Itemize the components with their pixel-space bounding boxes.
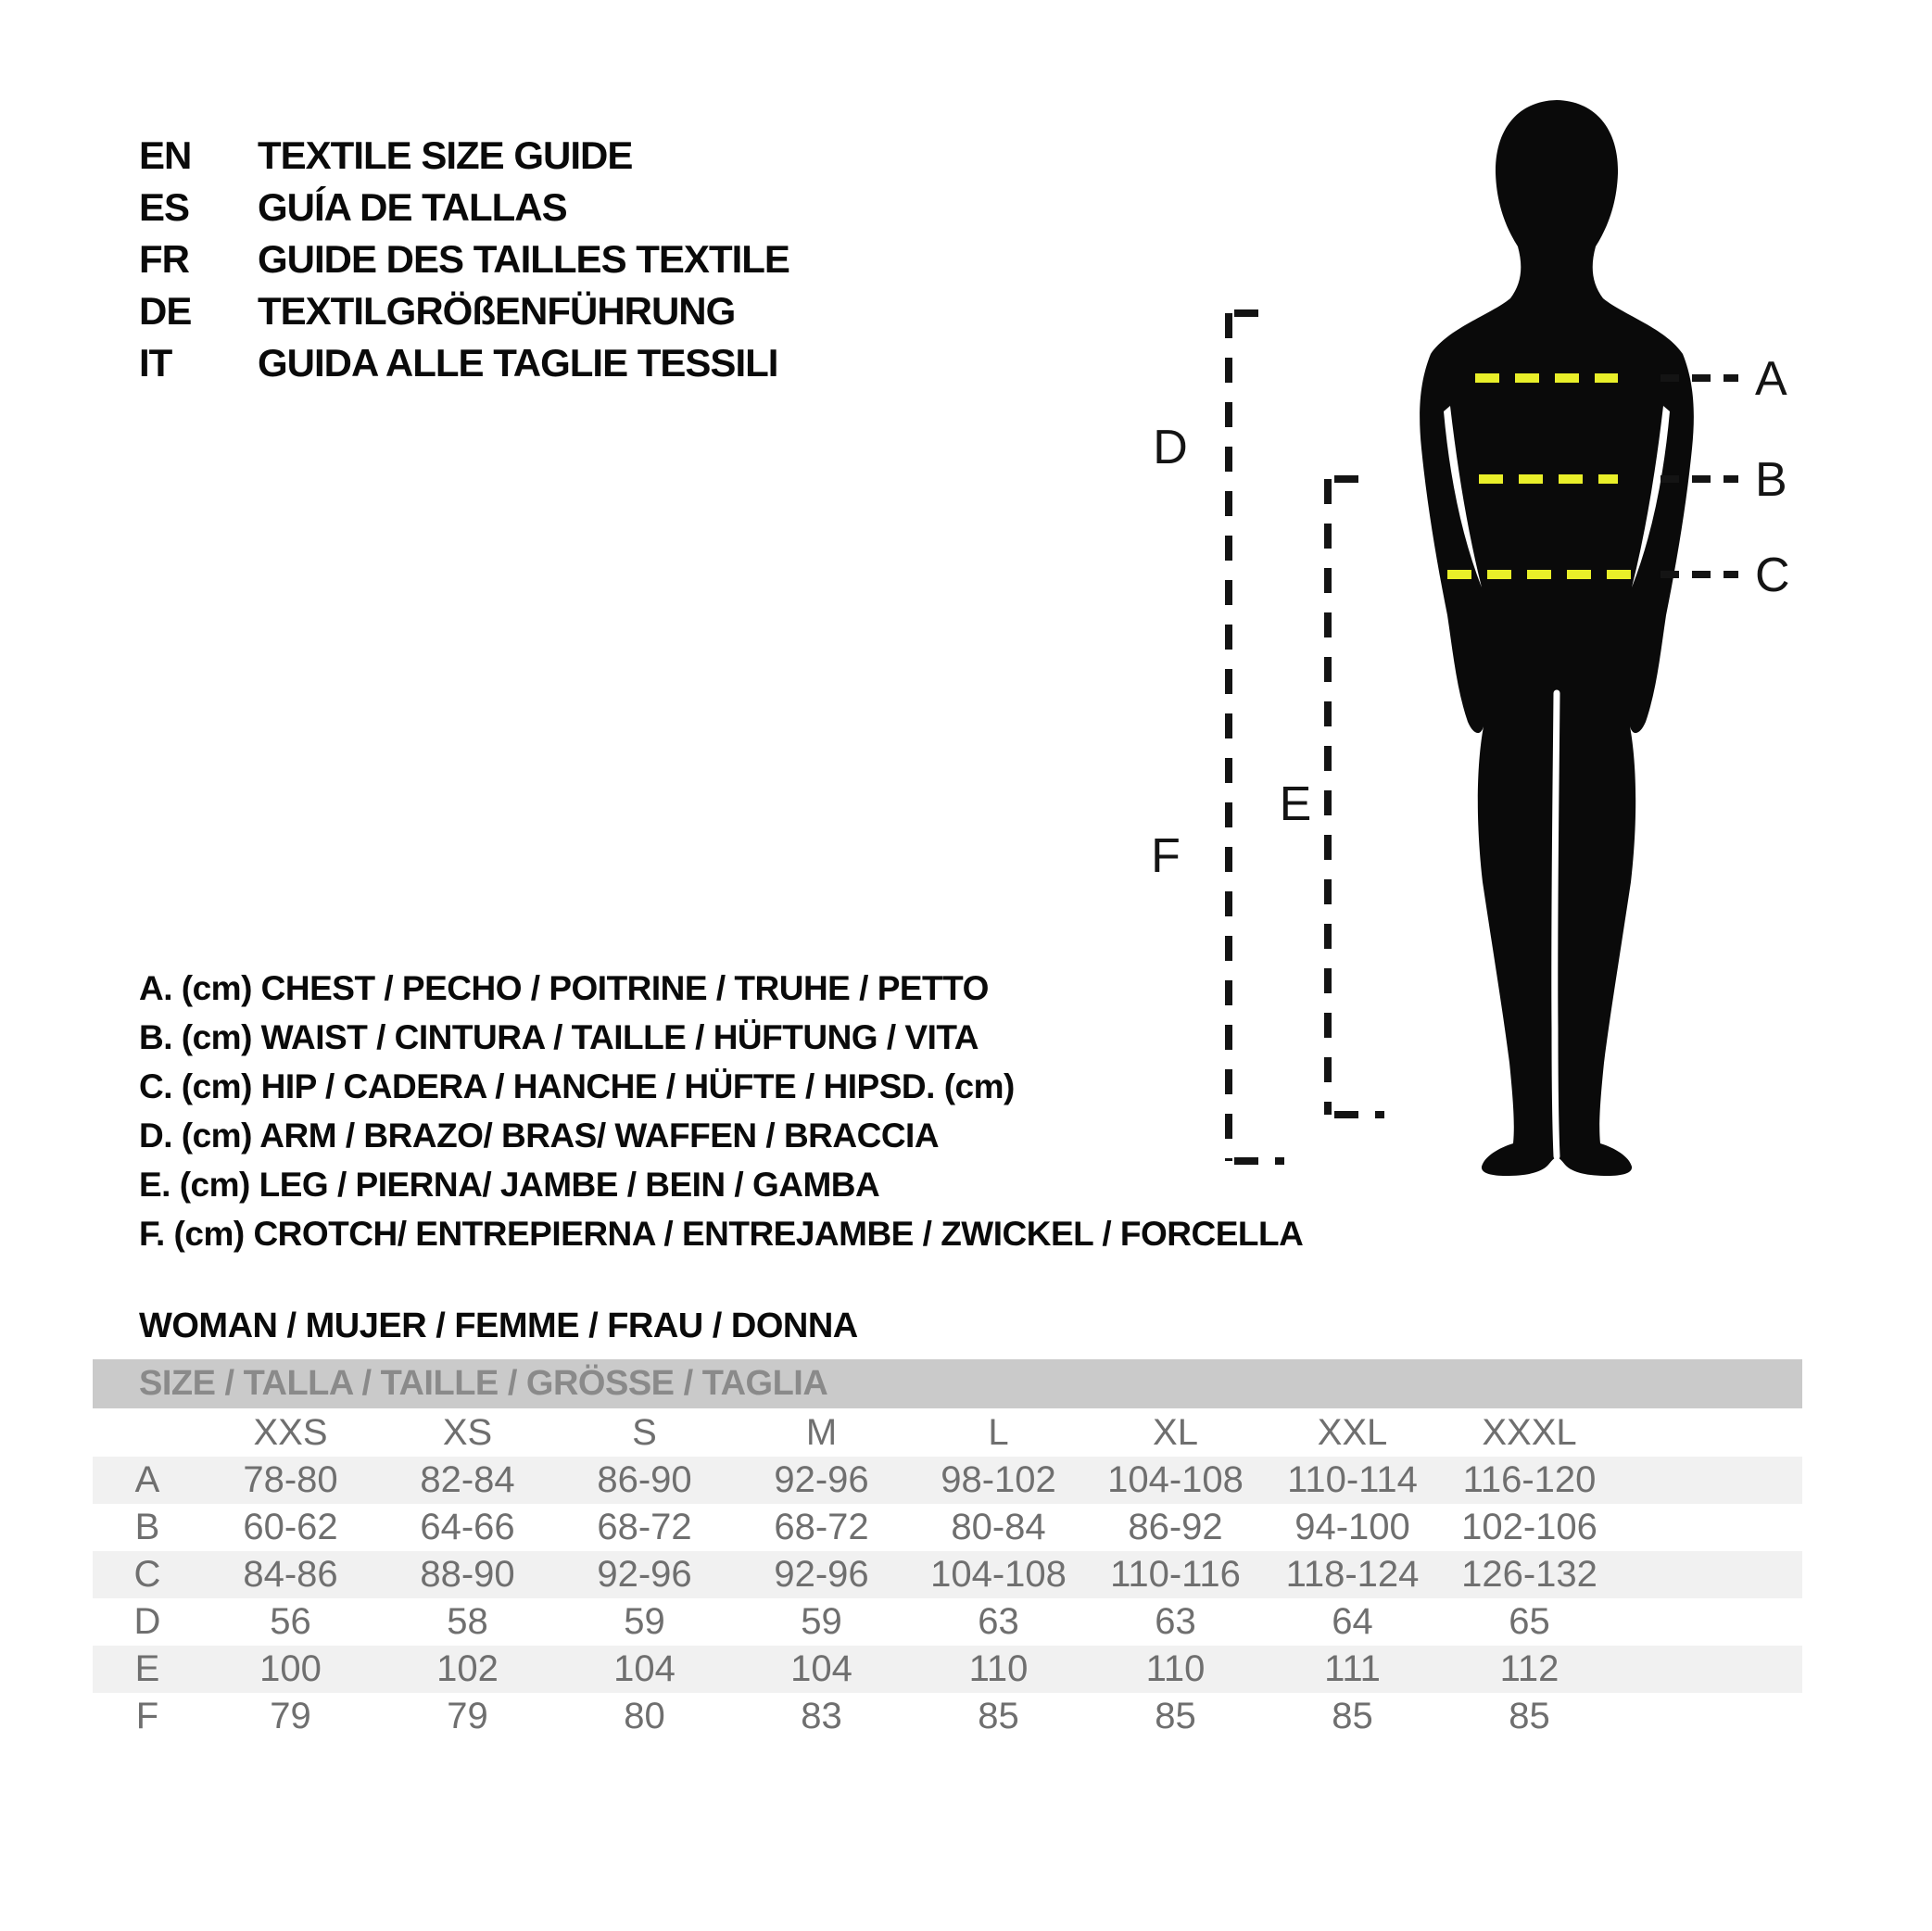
language-code-it: IT bbox=[139, 341, 172, 385]
language-code-fr: FR bbox=[139, 237, 189, 281]
cell: 111 bbox=[1264, 1646, 1441, 1693]
cell: 102 bbox=[379, 1646, 556, 1693]
legend-leg: E. (cm) LEG / PIERNA/ JAMBE / BEIN / GAMBA bbox=[139, 1165, 880, 1204]
table-row-chest-a bbox=[93, 1457, 1802, 1504]
language-code-en: EN bbox=[139, 133, 192, 177]
cell: 64-66 bbox=[379, 1504, 556, 1551]
cell: 86-90 bbox=[556, 1457, 733, 1504]
row-label: F bbox=[93, 1693, 202, 1740]
cell-filler bbox=[1618, 1457, 1802, 1504]
cell: 58 bbox=[379, 1598, 556, 1646]
cell: 56 bbox=[202, 1598, 379, 1646]
cell: 83 bbox=[733, 1693, 910, 1740]
cell: 65 bbox=[1441, 1598, 1618, 1646]
cell-filler bbox=[1618, 1693, 1802, 1740]
cell: 79 bbox=[202, 1693, 379, 1740]
cell: 102-106 bbox=[1441, 1504, 1618, 1551]
size-col-xxl: XXL bbox=[1264, 1408, 1441, 1457]
table-row-leg-e bbox=[93, 1646, 1802, 1693]
cell-filler bbox=[1618, 1646, 1802, 1693]
cell: 84-86 bbox=[202, 1551, 379, 1598]
row-label: D bbox=[93, 1598, 202, 1646]
legend-chest: A. (cm) CHEST / PECHO / POITRINE / TRUHE / PETTO bbox=[139, 968, 989, 1007]
cell: 126-132 bbox=[1441, 1551, 1618, 1598]
label-chest-a: A bbox=[1755, 352, 1787, 406]
label-leg-e: E bbox=[1279, 777, 1312, 831]
cell: 63 bbox=[1087, 1598, 1264, 1646]
cell: 104-108 bbox=[910, 1551, 1087, 1598]
cell: 78-80 bbox=[202, 1457, 379, 1504]
cell: 98-102 bbox=[910, 1457, 1087, 1504]
cell: 85 bbox=[1264, 1693, 1441, 1740]
cell: 104 bbox=[733, 1646, 910, 1693]
size-col-l: L bbox=[910, 1408, 1087, 1457]
cell: 104 bbox=[556, 1646, 733, 1693]
cell: 104-108 bbox=[1087, 1457, 1264, 1504]
size-col-m: M bbox=[733, 1408, 910, 1457]
language-row-de bbox=[139, 285, 789, 337]
cell: 59 bbox=[556, 1598, 733, 1646]
cell: 64 bbox=[1264, 1598, 1441, 1646]
row-label: A bbox=[93, 1457, 202, 1504]
cell-filler bbox=[1618, 1598, 1802, 1646]
cell: 110 bbox=[910, 1646, 1087, 1693]
cell: 82-84 bbox=[379, 1457, 556, 1504]
table-row-arm-d bbox=[93, 1598, 1802, 1646]
size-col-xxs: XXS bbox=[202, 1408, 379, 1457]
cell: 92-96 bbox=[733, 1457, 910, 1504]
cell: 118-124 bbox=[1264, 1551, 1441, 1598]
row-label: E bbox=[93, 1646, 202, 1693]
cell: 88-90 bbox=[379, 1551, 556, 1598]
label-hip-c: C bbox=[1755, 549, 1790, 602]
cell-filler bbox=[1618, 1551, 1802, 1598]
guide-title-fr: GUIDE DES TAILLES TEXTILE bbox=[258, 237, 789, 281]
label-arm-d: D bbox=[1153, 421, 1188, 474]
size-header-row bbox=[93, 1408, 1802, 1457]
guide-title-en: TEXTILE SIZE GUIDE bbox=[258, 133, 633, 177]
legend-hip: C. (cm) HIP / CADERA / HANCHE / HÜFTE / HIPSD. (cm) bbox=[139, 1066, 1015, 1105]
cell: 112 bbox=[1441, 1646, 1618, 1693]
size-header-spacer bbox=[93, 1408, 202, 1457]
row-label: B bbox=[93, 1504, 202, 1551]
size-table bbox=[93, 1359, 1802, 1740]
legend-crotch: F. (cm) CROTCH/ ENTREPIERNA / ENTREJAMBE / ZWICKEL / FORCELLA bbox=[139, 1214, 1304, 1253]
cell: 80-84 bbox=[910, 1504, 1087, 1551]
leg-gap bbox=[1555, 693, 1557, 1156]
measurement-legend bbox=[139, 964, 1303, 1258]
cell: 100 bbox=[202, 1646, 379, 1693]
table-row-waist-b bbox=[93, 1504, 1802, 1551]
cell: 86-92 bbox=[1087, 1504, 1264, 1551]
row-label: C bbox=[93, 1551, 202, 1598]
size-col-xxxl: XXXL bbox=[1441, 1408, 1618, 1457]
cell: 68-72 bbox=[556, 1504, 733, 1551]
size-table-grid bbox=[93, 1408, 1802, 1740]
cell: 85 bbox=[1441, 1693, 1618, 1740]
cell: 80 bbox=[556, 1693, 733, 1740]
language-code-es: ES bbox=[139, 185, 190, 229]
guide-title-es: GUÍA DE TALLAS bbox=[258, 185, 567, 229]
cell: 79 bbox=[379, 1693, 556, 1740]
label-crotch-f: F bbox=[1151, 829, 1181, 883]
group-heading-woman: WOMAN / MUJER / FEMME / FRAU / DONNA bbox=[139, 1306, 858, 1345]
size-col-xl: XL bbox=[1087, 1408, 1264, 1457]
language-row-it bbox=[139, 337, 789, 389]
cell: 110-116 bbox=[1087, 1551, 1264, 1598]
table-row-hip-c bbox=[93, 1551, 1802, 1598]
language-row-es bbox=[139, 182, 789, 233]
language-code-de: DE bbox=[139, 289, 192, 333]
label-waist-b: B bbox=[1755, 453, 1787, 507]
language-row-en bbox=[139, 130, 789, 182]
size-table-header-bar bbox=[93, 1359, 1802, 1408]
language-title-block bbox=[139, 130, 789, 389]
language-row-fr bbox=[139, 233, 789, 285]
cell: 94-100 bbox=[1264, 1504, 1441, 1551]
legend-waist: B. (cm) WAIST / CINTURA / TAILLE / HÜFTUNG / VITA bbox=[139, 1017, 979, 1056]
cell: 68-72 bbox=[733, 1504, 910, 1551]
cell: 110 bbox=[1087, 1646, 1264, 1693]
guide-title-it: GUIDA ALLE TAGLIE TESSILI bbox=[258, 341, 778, 385]
cell: 59 bbox=[733, 1598, 910, 1646]
table-row-crotch-f bbox=[93, 1693, 1802, 1740]
cell: 85 bbox=[910, 1693, 1087, 1740]
cell: 92-96 bbox=[556, 1551, 733, 1598]
cell: 85 bbox=[1087, 1693, 1264, 1740]
size-col-s: S bbox=[556, 1408, 733, 1457]
cell: 63 bbox=[910, 1598, 1087, 1646]
size-col-xs: XS bbox=[379, 1408, 556, 1457]
cell: 92-96 bbox=[733, 1551, 910, 1598]
size-table-header-label: SIZE / TALLA / TAILLE / GRÖSSE / TAGLIA bbox=[139, 1364, 828, 1403]
cell: 110-114 bbox=[1264, 1457, 1441, 1504]
size-header-filler bbox=[1618, 1408, 1802, 1457]
legend-arm: D. (cm) ARM / BRAZO/ BRAS/ WAFFEN / BRACCIA bbox=[139, 1116, 940, 1155]
cell-filler bbox=[1618, 1504, 1802, 1551]
guide-title-de: TEXTILGRÖßENFÜHRUNG bbox=[258, 289, 736, 333]
cell: 60-62 bbox=[202, 1504, 379, 1551]
cell: 116-120 bbox=[1441, 1457, 1618, 1504]
